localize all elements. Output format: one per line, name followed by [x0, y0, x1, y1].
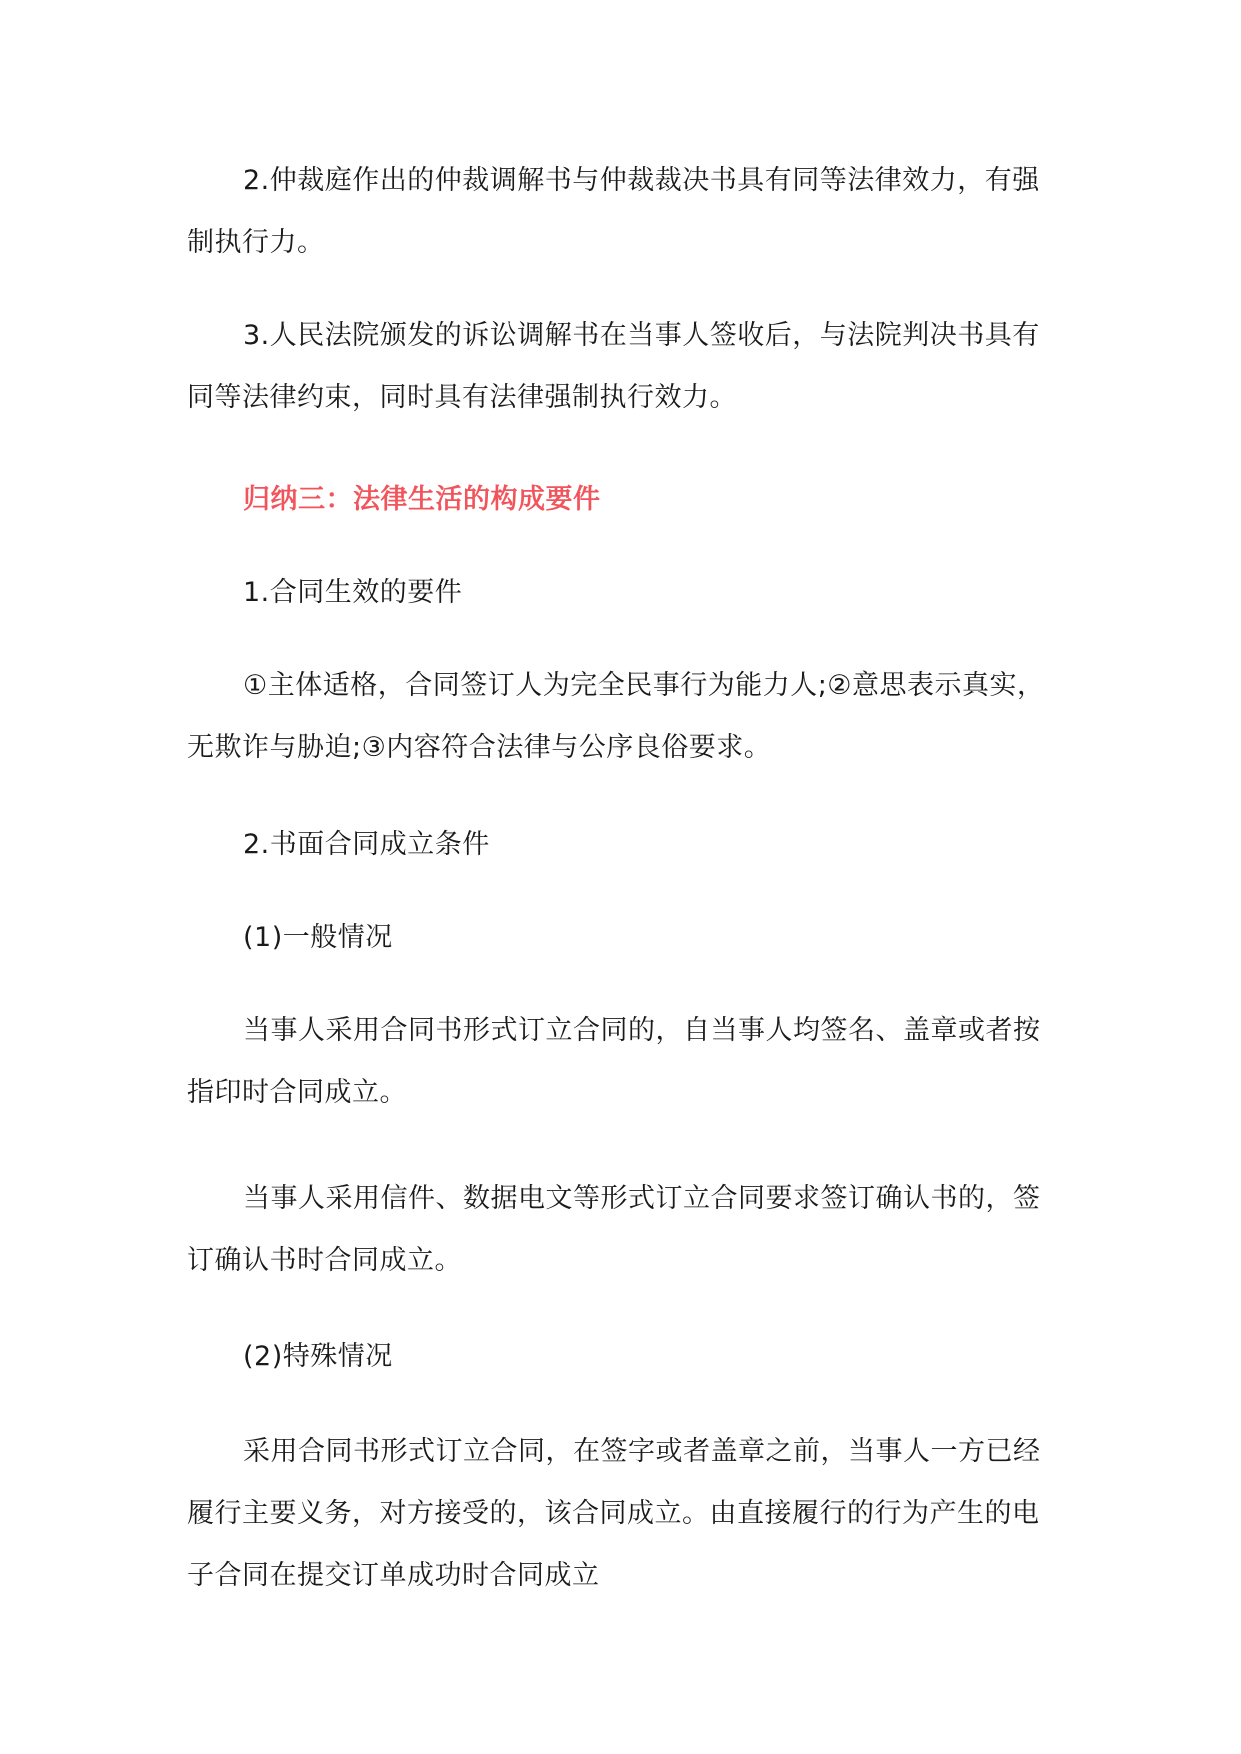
paragraph-written-contract-title: 2.书面合同成立条件 [243, 829, 490, 860]
paragraph-general-case-2: 当事人采用信件、数据电文等形式订立合同要求签订确认书的，签订确认书时合同成立。 [187, 1183, 1041, 1276]
paragraph-litigation-mediation: 3.人民法院颁发的诉讼调解书在当事人签收后，与法院判决书具有同等法律约束，同时具有法律强制执行效力。 [187, 320, 1040, 413]
paragraph-contract-validity-conditions: ①主体适格，合同签订人为完全民事行为能力人;②意思表示真实，无欺诈与胁迫;③内容符合法律与公序良俗要求。 [187, 670, 1045, 763]
paragraph-contract-validity-title: 1.合同生效的要件 [243, 577, 463, 608]
paragraph-arbitration-mediation: 2.仲裁庭作出的仲裁调解书与仲裁裁决书具有同等法律效力，有强制执行力。 [187, 165, 1040, 258]
paragraph-special-case-text: 采用合同书形式订立合同，在签字或者盖章之前，当事人一方已经履行主要义务，对方接受的，该合同成立。由直接履行的行为产生的电子合同在提交订单成功时合同成立 [187, 1436, 1041, 1591]
section-heading: 归纳三：法律生活的构成要件 [243, 484, 601, 515]
paragraph-general-case: (1)一般情况 [243, 922, 393, 953]
paragraph-special-case: (2)特殊情况 [243, 1341, 393, 1372]
paragraph-general-case-1: 当事人采用合同书形式订立合同的，自当事人均签名、盖章或者按指印时合同成立。 [187, 1015, 1041, 1108]
